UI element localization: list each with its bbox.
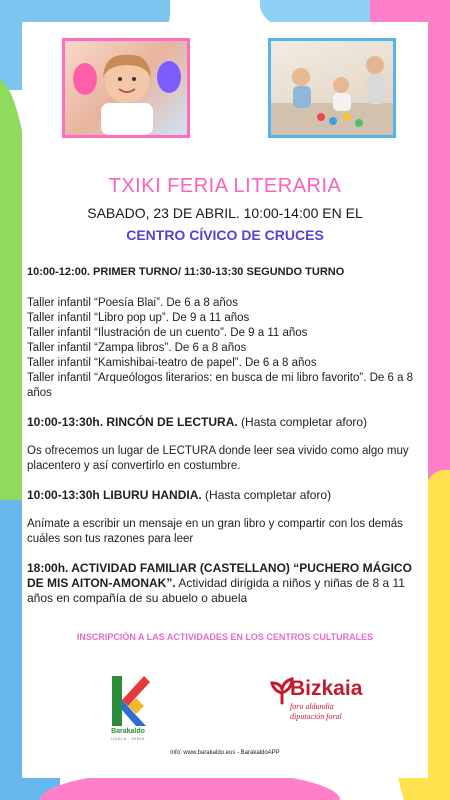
rincon-note: (Hasta completar aforo) [237, 415, 368, 429]
workshop-item: Taller infantil “Libro pop up”. De 9 a 11 años [27, 312, 250, 324]
rincon-heading: 10:00-13:30h. RINCÓN DE LECTURA. [27, 415, 238, 429]
poster-card [22, 22, 428, 778]
liburu-heading-line [27, 488, 425, 503]
familiar-block [27, 561, 425, 606]
workshop-item: Taller infantil “Arqueólogos literarios: en busca de mi libro favorito”. De 6 a 8 años [27, 372, 414, 399]
rincon-text: Os ofrecemos un lugar de LECTURA donde leer sea vivido como algo muy placentero y así convertirlo en costumbre. [27, 445, 409, 472]
barakaldo-logo-text: Barakaldo [111, 728, 145, 735]
photo-child-painted-hands [62, 38, 190, 138]
familiar-heading: 18:00h. ACTIVIDAD FAMILIAR (CASTELLANO) “PUCHERO MÁGICO DE MIS AITON-AMONAK”. [27, 561, 412, 590]
rincon-heading-line [27, 415, 425, 430]
child-photo-illustration [65, 41, 187, 135]
workshop-item: Taller infantil “Zampa libros”. De 6 a 8 años [27, 342, 247, 354]
workshop-item: Taller infantil “Kamishibai-teatro de papel”. De 6 a 8 años [27, 357, 317, 369]
event-date: SABADO, 23 DE ABRIL. 10:00-14:00 EN EL [87, 205, 363, 221]
children-photo-illustration [271, 41, 393, 135]
inscription-notice: INSCRIPCIÓN A LAS ACTIVIDADES EN LOS CENTROS CULTURALES [76, 632, 374, 642]
footer-info: info: www.barakaldo.eus - BarakaldoAPP [170, 750, 280, 756]
event-details [27, 265, 425, 620]
workshop-list [27, 296, 425, 401]
event-venue: CENTRO CÍVICO DE CRUCES [126, 227, 324, 243]
workshop-item: Taller infantil “Ilustración de un cuento”. De 9 a 11 años [27, 327, 308, 339]
bizkaia-logo-subtext-eu: foru aldundia [290, 702, 334, 711]
event-title: TXIKI FERIA LITERARIA [108, 175, 342, 197]
bizkaia-logo-text: Bizkaia [290, 677, 363, 700]
liburu-heading: 10:00-13:30h LIBURU HANDIA. [27, 488, 202, 502]
liburu-text: Anímate a escribir un mensaje en un gran libro y compartir con los demás cuáles son tus razones para leer [27, 518, 403, 545]
photo-children-playing [268, 38, 396, 138]
workshop-item: Taller infantil “Poesía Blai”. De 6 a 8 años [27, 297, 238, 309]
familiar-text: Actividad dirigida a niños y niñas de 8 a 11 años en compañía de su abuelo o abuela [27, 576, 405, 605]
schedule-line: 10:00-12:00. PRIMER TURNO/ 11:30-13:30 SEGUNDO TURNO [27, 266, 345, 278]
barakaldo-logo-subtext: UDALA · HIRIA [111, 736, 145, 741]
liburu-note: (Hasta completar aforo) [201, 488, 332, 502]
bizkaia-logo-subtext-es: diputación foral [290, 712, 342, 721]
